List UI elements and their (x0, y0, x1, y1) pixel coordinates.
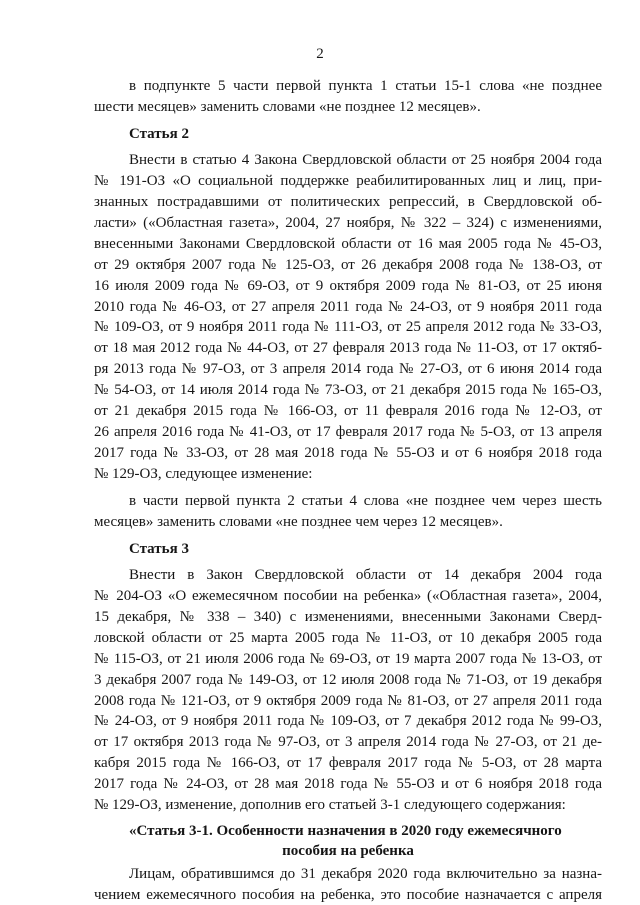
text-line: 2010 года № 46-ОЗ, от 27 апреля 2011 года № 24-ОЗ, от 9 ноября 2011 года (94, 298, 602, 315)
page-number: 2 (316, 46, 324, 62)
text-line: № 191-ОЗ «О социальной поддержке реабилитированных лиц и лиц, при- (94, 172, 602, 189)
text-line: ря 2013 года № 97-ОЗ, от 3 апреля 2014 года № 27-ОЗ, от 6 июня 2014 года (94, 361, 602, 378)
text-line: 2017 года № 33-ОЗ, от 28 мая 2018 года № 55-ОЗ и от 6 ноября 2018 года (94, 445, 602, 462)
text-line: Внести в Закон Свердловской области от 14 декабря 2004 года (129, 566, 602, 583)
text-line: Лицам, обратившимся до 31 декабря 2020 года включительно за назна- (129, 866, 602, 883)
article-3-heading: Статья 3 (129, 540, 189, 557)
text-line: 26 апреля 2016 года № 41-ОЗ, от 17 февраля 2017 года № 5-ОЗ, от 13 апреля (94, 424, 602, 441)
text-line: 16 июля 2009 года № 69-ОЗ, от 9 октября 2009 года № 81-ОЗ, от 25 июня (94, 277, 602, 294)
text-line: от 21 декабря 2015 года № 166-ОЗ, от 11 февраля 2016 года № 12-ОЗ, от (94, 403, 602, 420)
text-line: № 129-ОЗ, изменение, дополнив его статьей 3-1 следующего содержания: (94, 797, 566, 814)
text-line: № 109-ОЗ, от 9 ноября 2011 года № 111-ОЗ, от 25 апреля 2012 года № 33-ОЗ, (94, 319, 602, 336)
article-3-1-heading: «Статья 3-1. Особенности назначения в 2020 году ежемесячного (129, 823, 562, 840)
text-line: от 17 октября 2013 года № 97-ОЗ, от 3 апреля 2014 года № 27-ОЗ, от 21 де- (94, 734, 602, 751)
text-line: 2008 года № 121-ОЗ, от 9 октября 2009 года № 81-ОЗ, от 27 апреля 2011 года (94, 692, 602, 709)
text-line: Внести в статью 4 Закона Свердловской области от 25 ноября 2004 года (129, 151, 602, 168)
text-line: кабря 2015 года № 166-ОЗ, от 17 февраля 2017 года № 5-ОЗ, от 28 марта (94, 755, 602, 772)
article-3-1-heading-cont: пособия на ребенка (282, 843, 414, 860)
text-line: в части первой пункта 2 статьи 4 слова «не позднее чем через шесть (129, 493, 602, 509)
text-line: № 204-ОЗ «О ежемесячном пособии на ребенка» («Областная газета», 2004, (94, 587, 602, 604)
text-line: месяцев» заменить словами «не позднее чем через 12 месяцев». (94, 513, 503, 530)
text-line: чением ежемесячного пособия на ребенка, это пособие назначается с апреля (94, 887, 602, 903)
text-line: от 29 октября 2007 года № 125-ОЗ, от 26 декабря 2008 года № 138-ОЗ, от (94, 256, 602, 273)
text-line: № 54-ОЗ, от 14 июля 2014 года № 73-ОЗ, от 21 декабря 2015 года № 165-ОЗ, (94, 382, 602, 399)
text-line: ловской области от 25 марта 2005 года № 11-ОЗ, от 10 декабря 2005 года (94, 629, 602, 646)
text-line: № 129-ОЗ, следующее изменение: (94, 466, 313, 482)
text-line: № 24-ОЗ, от 9 ноября 2011 года № 109-ОЗ, от 7 декабря 2012 года № 99-ОЗ, (94, 713, 602, 730)
text-line: 15 декабря, № 338 – 340) с изменениями, внесенными Законами Сверд- (94, 608, 602, 625)
text-line: ласти» («Областная газета», 2004, 27 ноября, № 322 – 324) с изменениями, (94, 214, 602, 231)
text-line: 2017 года № 24-ОЗ, от 28 мая 2018 года № 55-ОЗ и от 6 ноября 2018 года (94, 776, 602, 793)
text-line: от 18 мая 2012 года № 44-ОЗ, от 27 февраля 2013 года № 11-ОЗ, от 17 октяб- (94, 340, 602, 357)
text-line: 3 декабря 2007 года № 149-ОЗ, от 12 июля 2008 года № 71-ОЗ, от 19 декабря (94, 671, 602, 688)
article-2-heading: Статья 2 (129, 125, 189, 142)
text-line: в подпункте 5 части первой пункта 1 статьи 15-1 слова «не позднее (129, 78, 602, 94)
text-line: № 115-ОЗ, от 21 июля 2006 года № 69-ОЗ, от 19 марта 2007 года № 13-ОЗ, от (94, 650, 602, 667)
text-line: шести месяцев» заменить словами «не позднее 12 месяцев». (94, 98, 481, 115)
text-line: внесенными Законами Свердловской области от 16 мая 2005 года № 45-ОЗ, (94, 235, 602, 252)
text-line: знанных пострадавшими от политических репрессий, в Свердловской об- (94, 193, 602, 210)
